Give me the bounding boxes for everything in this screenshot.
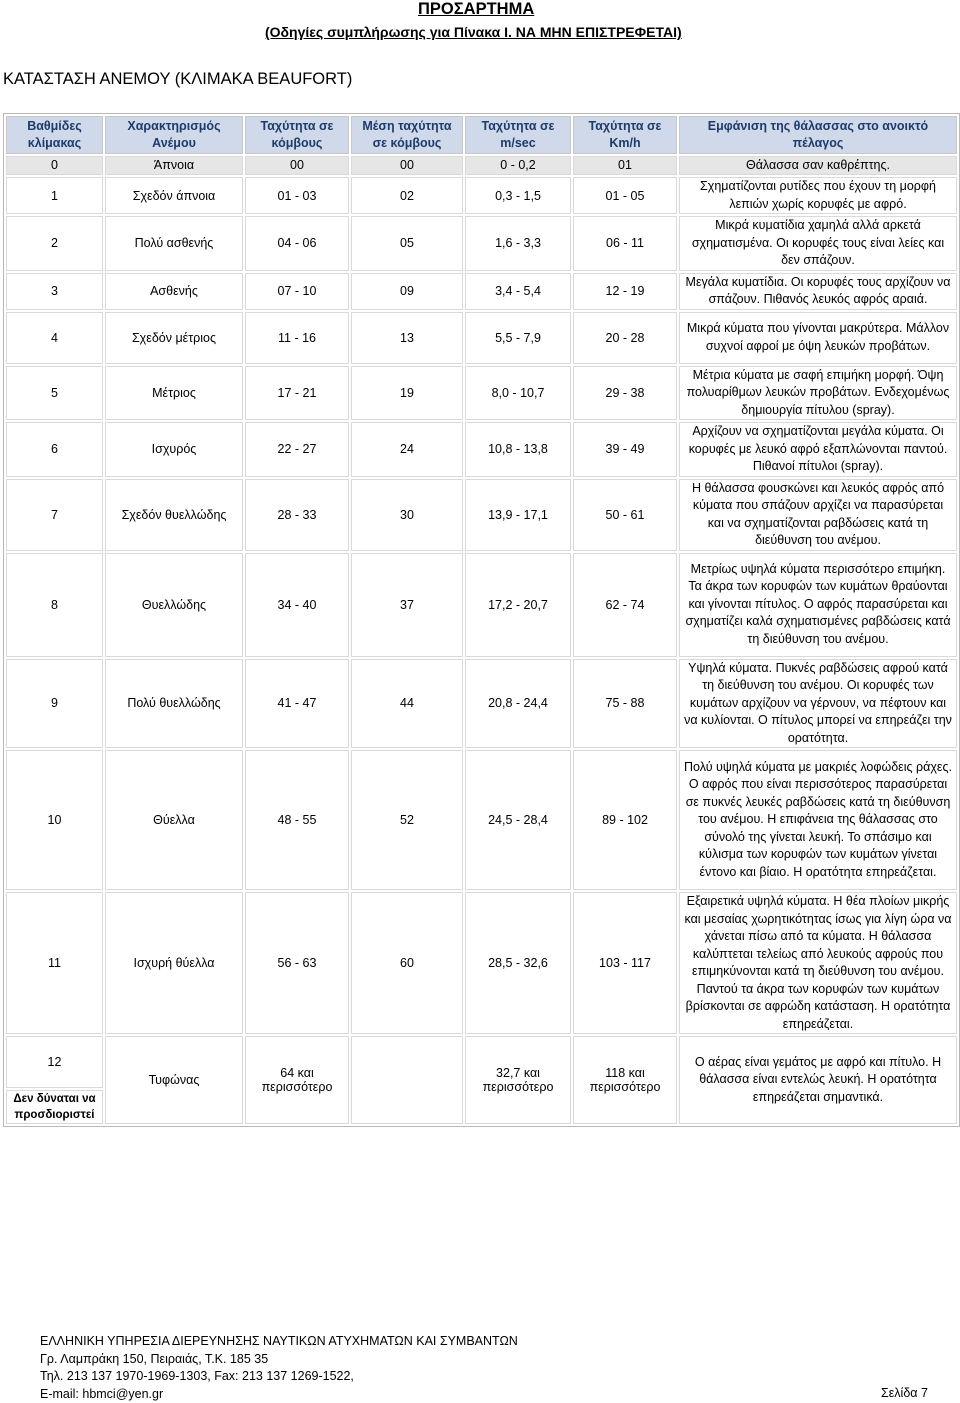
footer-org: ΕΛΛΗΝΙΚΗ ΥΠΗΡΕΣΙΑ ΔΙΕΡΕΥΝΗΣΗΣ ΝΑΥΤΙΚΩΝ ΑΤΥΧΗΜΑΤΩΝ ΚΑΙ ΣΥΜΒΑΝΤΩΝ (40, 1333, 518, 1351)
kmh-cell: 75 - 88 (573, 659, 677, 749)
col-header-grade: Βαθμίδες κλίμακας (6, 116, 103, 154)
knots-cell: 00 (245, 156, 349, 175)
table-row (6, 156, 957, 175)
footer-address: Γρ. Λαμπράκη 150, Πειραιάς, Τ.Κ. 185 35 (40, 1351, 518, 1369)
ms-cell: 32,7 και περισσότερο (465, 1036, 571, 1124)
kmh-cell: 62 - 74 (573, 553, 677, 657)
col-header-name: Χαρακτηρισμός Ανέμου (105, 116, 243, 154)
sea-state-cell: Μεγάλα κυματίδια. Οι κορυφές τους αρχίζουν να σπάζουν. Πιθανός λευκός αφρός αραιά. (679, 273, 957, 310)
mean-knots-cell: 44 (351, 659, 463, 749)
sea-state-cell: Μετρίως υψηλά κύματα περισσότερο επιμήκη. Τα άκρα των κορυφών των κυμάτων θραύονται και γίνονται πίτυλος. Ο αφρός παρασύρεται και σχηματίζει καλά σχηματισμένες ραβδώσεις κατά τη διεύθυνση του ανέμου. (679, 553, 957, 657)
appendix-title: ΠΡΟΣΑΡΤΗΜΑ (418, 0, 534, 19)
knots-cell: 04 - 06 (245, 216, 349, 271)
sea-state-cell: Εξαιρετικά υψηλά κύματα. Η θέα πλοίων μικρής και μεσαίας χωρητικότητας ίσως για λίγη ώρα να χάνεται πίσω από τα κύματα. Η θάλασσα καλύπτεται τελείως από λευκούς αφρούς που επιμηκύνονται κατά τη διεύθυνση του ανέμου. Παντού τα άκρα των κορυφών των κυμάτων βρίσκονται σε αφρώδη κατάσταση. Η ορατότητα επηρεάζεται. (679, 892, 957, 1034)
wind-name-cell: Σχεδόν μέτριος (105, 312, 243, 364)
ms-cell: 13,9 - 17,1 (465, 479, 571, 551)
ms-cell: 28,5 - 32,6 (465, 892, 571, 1034)
col-header-mean-knots: Μέση ταχύτητα σε κόμβους (351, 116, 463, 154)
mean-knots-cell: 60 (351, 892, 463, 1034)
grade-cell: 12 (6, 1036, 103, 1088)
table-row (6, 659, 957, 749)
table-row (6, 750, 957, 890)
table-row (6, 216, 957, 271)
grade-cell: 6 (6, 422, 103, 477)
knots-cell: 56 - 63 (245, 892, 349, 1034)
footer-email: E-mail: hbmci@yen.gr (40, 1386, 518, 1403)
sea-state-cell: Πολύ υψηλά κύματα με μακριές λοφώδεις ράχες. Ο αφρός που είναι περισσότερος παρασύρεται σε πυκνές λευκές ραβδώσεις κατά τη διεύθυνση του ανέμου. Η επιφάνεια της θάλασσας στο σύνολό της γίνεται λευκή. Το σπάσιμο και κύλισμα των κορυφών των κυμάτων γίνεται έντονο και βίαιο. Η ορατότητα επηρεάζεται. (679, 750, 957, 890)
wind-name-cell: Θύελλα (105, 750, 243, 890)
grade-cell: 0 (6, 156, 103, 175)
mean-knots-cell: 05 (351, 216, 463, 271)
grade-cell: 8 (6, 553, 103, 657)
ms-cell: 17,2 - 20,7 (465, 553, 571, 657)
wind-name-cell: Ασθενής (105, 273, 243, 310)
knots-cell: 01 - 03 (245, 177, 349, 214)
wind-name-cell: Σχεδόν θυελλώδης (105, 479, 243, 551)
wind-name-cell: Σχεδόν άπνοια (105, 177, 243, 214)
mean-knots-cell (351, 1036, 463, 1124)
kmh-cell: 12 - 19 (573, 273, 677, 310)
knots-cell: 28 - 33 (245, 479, 349, 551)
mean-knots-cell: 37 (351, 553, 463, 657)
wind-name-cell: Πολύ ασθενής (105, 216, 243, 271)
knots-cell: 17 - 21 (245, 366, 349, 421)
section-title: ΚΑΤΑΣΤΑΣΗ ΑΝΕΜΟΥ (ΚΛΙΜΑΚΑ BEAUFORT) (3, 70, 352, 89)
grade-cell: 7 (6, 479, 103, 551)
wind-name-cell: Τυφώνας (105, 1036, 243, 1124)
mean-knots-cell: 00 (351, 156, 463, 175)
sea-state-cell: Αρχίζουν να σχηματίζονται μεγάλα κύματα. Οι κορυφές με λευκό αφρό εξαπλώνονται παντού. Πιθανοί πίτυλοι (spray). (679, 422, 957, 477)
table-header (6, 116, 957, 154)
kmh-cell: 01 (573, 156, 677, 175)
table-body (6, 156, 957, 1124)
table-row (6, 177, 957, 214)
table-row (6, 1036, 957, 1088)
ms-cell: 20,8 - 24,4 (465, 659, 571, 749)
grade-cell: 10 (6, 750, 103, 890)
wind-name-cell: Άπνοια (105, 156, 243, 175)
kmh-cell: 118 και περισσότερο (573, 1036, 677, 1124)
ms-cell: 5,5 - 7,9 (465, 312, 571, 364)
kmh-cell: 103 - 117 (573, 892, 677, 1034)
grade-note: Δεν δύναται να προσδιοριστεί (6, 1090, 103, 1124)
table-row (6, 479, 957, 551)
grade-cell: 1 (6, 177, 103, 214)
table-row (6, 312, 957, 364)
ms-cell: 24,5 - 28,4 (465, 750, 571, 890)
grade-cell: 4 (6, 312, 103, 364)
knots-cell: 11 - 16 (245, 312, 349, 364)
ms-cell: 10,8 - 13,8 (465, 422, 571, 477)
col-header-kmh: Ταχύτητα σε Km/h (573, 116, 677, 154)
table-row (6, 422, 957, 477)
mean-knots-cell: 19 (351, 366, 463, 421)
table-row (6, 273, 957, 310)
kmh-cell: 01 - 05 (573, 177, 677, 214)
wind-name-cell: Θυελλώδης (105, 553, 243, 657)
kmh-cell: 50 - 61 (573, 479, 677, 551)
sea-state-cell: Μικρά κύματα που γίνονται μακρύτερα. Μάλλον συχνοί αφροί με όψη λευκών προβάτων. (679, 312, 957, 364)
sea-state-cell: Ο αέρας είναι γεμάτος με αφρό και πίτυλο. Η θάλασσα είναι εντελώς λευκή. Η ορατότητα επηρεάζεται σημαντικά. (679, 1036, 957, 1124)
mean-knots-cell: 24 (351, 422, 463, 477)
ms-cell: 0,3 - 1,5 (465, 177, 571, 214)
mean-knots-cell: 30 (351, 479, 463, 551)
wind-name-cell: Πολύ θυελλώδης (105, 659, 243, 749)
table-row (6, 553, 957, 657)
mean-knots-cell: 02 (351, 177, 463, 214)
beaufort-table (3, 113, 960, 1127)
appendix-subtitle: (Οδηγίες συμπλήρωσης για Πίνακα Ι. ΝΑ ΜΗΝ ΕΠΙΣΤΡΕΦΕΤΑΙ) (265, 24, 682, 40)
grade-cell: 11 (6, 892, 103, 1034)
sea-state-cell: Μικρά κυματίδια χαμηλά αλλά αρκετά σχηματισμένα. Οι κορυφές τους είναι λείες και δεν σπάζουν. (679, 216, 957, 271)
grade-cell: 2 (6, 216, 103, 271)
sea-state-cell: Η θάλασσα φουσκώνει και λευκός αφρός από κύματα που σπάζουν αρχίζει να παρασύρεται και να σχηματίζονται ραβδώσεις κατά τη διεύθυνση του ανέμου. (679, 479, 957, 551)
col-header-knots: Ταχύτητα σε κόμβους (245, 116, 349, 154)
wind-name-cell: Ισχυρός (105, 422, 243, 477)
ms-cell: 8,0 - 10,7 (465, 366, 571, 421)
kmh-cell: 06 - 11 (573, 216, 677, 271)
mean-knots-cell: 52 (351, 750, 463, 890)
mean-knots-cell: 13 (351, 312, 463, 364)
footer-phone: Τηλ. 213 137 1970-1969-1303, Fax: 213 137 1269-1522, (40, 1368, 518, 1386)
knots-cell: 48 - 55 (245, 750, 349, 890)
wind-name-cell: Ισχυρή θύελλα (105, 892, 243, 1034)
sea-state-cell: Υψηλά κύματα. Πυκνές ραβδώσεις αφρού κατά τη διεύθυνση του ανέμου. Οι κορυφές των κυμάτων αρχίζουν να γέρνουν, να πέφτουν και να κυλίονται. Ο πίτυλος μπορεί να επηρεάζει την ορατότητα. (679, 659, 957, 749)
sea-state-cell: Μέτρια κύματα με σαφή επιμήκη μορφή. Όψη πολυαρίθμων λευκών προβάτων. Ενδεχομένως δημιουργία πίτυλου (spray). (679, 366, 957, 421)
sea-state-cell: Σχηματίζονται ρυτίδες που έχουν τη μορφή λεπιών χωρίς κορυφές με αφρό. (679, 177, 957, 214)
kmh-cell: 89 - 102 (573, 750, 677, 890)
ms-cell: 3,4 - 5,4 (465, 273, 571, 310)
knots-cell: 34 - 40 (245, 553, 349, 657)
kmh-cell: 20 - 28 (573, 312, 677, 364)
table-row (6, 892, 957, 1034)
kmh-cell: 29 - 38 (573, 366, 677, 421)
ms-cell: 1,6 - 3,3 (465, 216, 571, 271)
knots-cell: 22 - 27 (245, 422, 349, 477)
knots-cell: 41 - 47 (245, 659, 349, 749)
wind-name-cell: Μέτριος (105, 366, 243, 421)
grade-cell: 9 (6, 659, 103, 749)
page-number: Σελίδα 7 (881, 1386, 928, 1400)
mean-knots-cell: 09 (351, 273, 463, 310)
col-header-sea-state: Εμφάνιση της θάλασσας στο ανοικτό πέλαγος (679, 116, 957, 154)
sea-state-cell: Θάλασσα σαν καθρέπτης. (679, 156, 957, 175)
grade-cell: 3 (6, 273, 103, 310)
ms-cell: 0 - 0,2 (465, 156, 571, 175)
table-row (6, 366, 957, 421)
footer (40, 1333, 518, 1403)
knots-cell: 07 - 10 (245, 273, 349, 310)
knots-cell: 64 και περισσότερο (245, 1036, 349, 1124)
grade-cell: 5 (6, 366, 103, 421)
kmh-cell: 39 - 49 (573, 422, 677, 477)
col-header-ms: Ταχύτητα σε m/sec (465, 116, 571, 154)
